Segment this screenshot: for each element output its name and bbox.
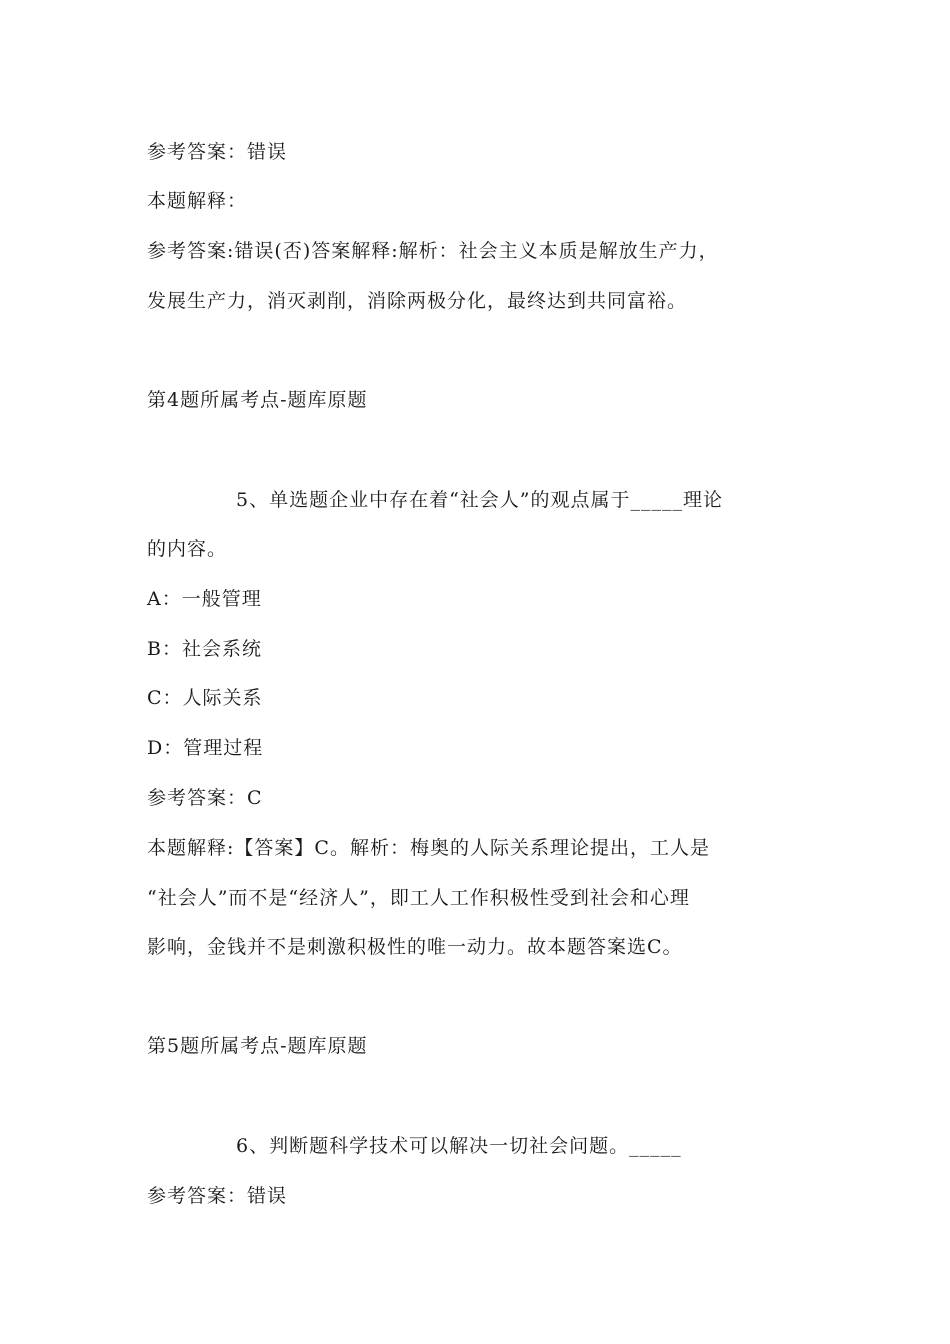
q5-option-d: D：管理过程 xyxy=(147,737,264,759)
q5-option-a: A：一般管理 xyxy=(147,588,262,610)
q5-explain-line-2: “社会人”而不是“经济人”，即工人工作积极性受到社会和心理 xyxy=(147,887,690,909)
q5-answer: 参考答案：C xyxy=(147,787,263,809)
q5-option-b: B：社会系统 xyxy=(147,638,262,660)
q6-answer: 参考答案：错误 xyxy=(147,1185,288,1207)
q3-explain-label: 本题解释： xyxy=(147,190,248,212)
q5-explain-line-1: 本题解释:【答案】C。解析：梅奥的人际关系理论提出，工人是 xyxy=(147,837,710,859)
q5-exam-point: 第5题所属考点-题库原题 xyxy=(147,1035,368,1057)
q5-option-c: C：人际关系 xyxy=(147,687,263,709)
q4-exam-point: 第4题所属考点-题库原题 xyxy=(147,389,368,411)
q3-explain-line-2: 发展生产力，消灭剥削，消除两极分化，最终达到共同富裕。 xyxy=(147,290,688,312)
q6-stem: 6、判断题科学技术可以解决一切社会问题。_____ xyxy=(236,1135,682,1157)
q3-explain-line-1: 参考答案:错误(否)答案解释:解析：社会主义本质是解放生产力， xyxy=(147,240,719,262)
q3-answer: 参考答案：错误 xyxy=(147,141,288,163)
q5-stem-line-2: 的内容。 xyxy=(147,538,228,560)
q5-explain-line-3: 影响，金钱并不是刺激积极性的唯一动力。故本题答案选C。 xyxy=(147,936,683,958)
q5-stem-line-1: 5、单选题企业中存在着“社会人”的观点属于_____理论 xyxy=(236,489,724,511)
